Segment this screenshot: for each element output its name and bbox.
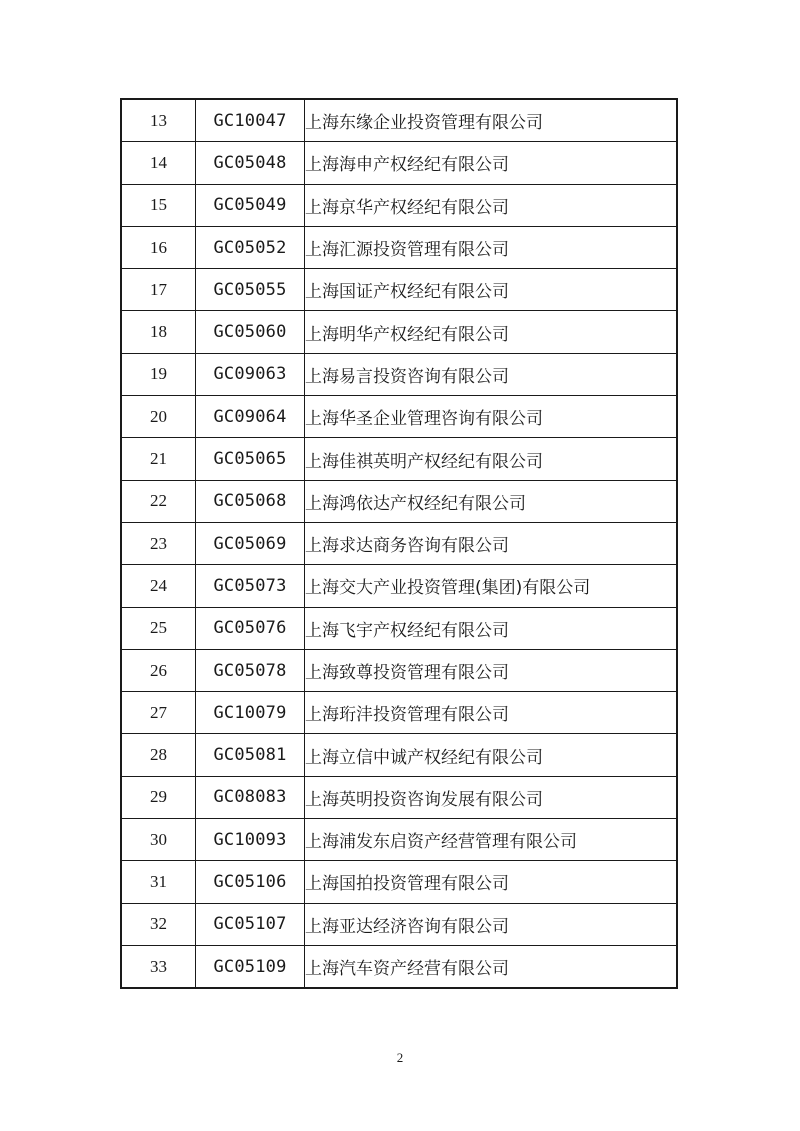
code-cell: GC05109 [196,945,305,988]
company-name-cell: 上海华圣企业管理咨询有限公司 [305,396,678,438]
company-name-cell: 上海致尊投资管理有限公司 [305,649,678,691]
table-row [121,438,677,480]
company-name-cell: 上海立信中诚产权经纪有限公司 [305,734,678,776]
row-number-cell: 18 [121,311,196,353]
company-name-cell: 上海明华产权经纪有限公司 [305,311,678,353]
row-number-cell: 19 [121,353,196,395]
table-row [121,565,677,607]
table-row [121,396,677,438]
company-table [120,98,678,989]
row-number-cell: 20 [121,396,196,438]
company-name-cell: 上海京华产权经纪有限公司 [305,184,678,226]
code-cell: GC05076 [196,607,305,649]
table-row [121,226,677,268]
code-cell: GC05060 [196,311,305,353]
table-row [121,861,677,903]
code-cell: GC05106 [196,861,305,903]
row-number-cell: 24 [121,565,196,607]
row-number-cell: 26 [121,649,196,691]
code-cell: GC05068 [196,480,305,522]
table-row [121,522,677,564]
page-number: 2 [396,1050,404,1065]
table-row [121,819,677,861]
company-name-cell: 上海汇源投资管理有限公司 [305,226,678,268]
table-row [121,903,677,945]
table-row [121,99,677,142]
row-number-cell: 31 [121,861,196,903]
code-cell: GC10079 [196,692,305,734]
company-name-cell: 上海东缘企业投资管理有限公司 [305,99,678,142]
row-number-cell: 17 [121,269,196,311]
row-number-cell: 13 [121,99,196,142]
row-number-cell: 25 [121,607,196,649]
table-row [121,734,677,776]
code-cell: GC09064 [196,396,305,438]
code-cell: GC05069 [196,522,305,564]
code-cell: GC05078 [196,649,305,691]
company-name-cell: 上海亚达经济咨询有限公司 [305,903,678,945]
row-number-cell: 28 [121,734,196,776]
code-cell: GC10093 [196,819,305,861]
row-number-cell: 23 [121,522,196,564]
company-name-cell: 上海英明投资咨询发展有限公司 [305,776,678,818]
table-body [121,99,677,988]
company-name-cell: 上海交大产业投资管理(集团)有限公司 [305,565,678,607]
table-row [121,945,677,988]
code-cell: GC05055 [196,269,305,311]
table-row [121,311,677,353]
code-cell: GC08083 [196,776,305,818]
company-name-cell: 上海浦发东启资产经营管理有限公司 [305,819,678,861]
table-row [121,480,677,522]
row-number-cell: 16 [121,226,196,268]
table-row [121,776,677,818]
row-number-cell: 32 [121,903,196,945]
company-name-cell: 上海易言投资咨询有限公司 [305,353,678,395]
table-row [121,142,677,184]
company-name-cell: 上海佳祺英明产权经纪有限公司 [305,438,678,480]
company-name-cell: 上海飞宇产权经纪有限公司 [305,607,678,649]
code-cell: GC09063 [196,353,305,395]
code-cell: GC05049 [196,184,305,226]
row-number-cell: 14 [121,142,196,184]
table-row [121,353,677,395]
row-number-cell: 22 [121,480,196,522]
table-row [121,692,677,734]
row-number-cell: 27 [121,692,196,734]
row-number-cell: 15 [121,184,196,226]
table-row [121,269,677,311]
code-cell: GC05073 [196,565,305,607]
code-cell: GC05107 [196,903,305,945]
company-name-cell: 上海汽车资产经营有限公司 [305,945,678,988]
row-number-cell: 33 [121,945,196,988]
company-name-cell: 上海求达商务咨询有限公司 [305,522,678,564]
code-cell: GC05048 [196,142,305,184]
row-number-cell: 30 [121,819,196,861]
code-cell: GC05081 [196,734,305,776]
company-name-cell: 上海海申产权经纪有限公司 [305,142,678,184]
company-name-cell: 上海国证产权经纪有限公司 [305,269,678,311]
row-number-cell: 29 [121,776,196,818]
company-name-cell: 上海鸿依达产权经纪有限公司 [305,480,678,522]
table-row [121,184,677,226]
code-cell: GC05052 [196,226,305,268]
table-row [121,607,677,649]
code-cell: GC05065 [196,438,305,480]
company-name-cell: 上海国拍投资管理有限公司 [305,861,678,903]
company-name-cell: 上海珩沣投资管理有限公司 [305,692,678,734]
code-cell: GC10047 [196,99,305,142]
row-number-cell: 21 [121,438,196,480]
table-row [121,649,677,691]
